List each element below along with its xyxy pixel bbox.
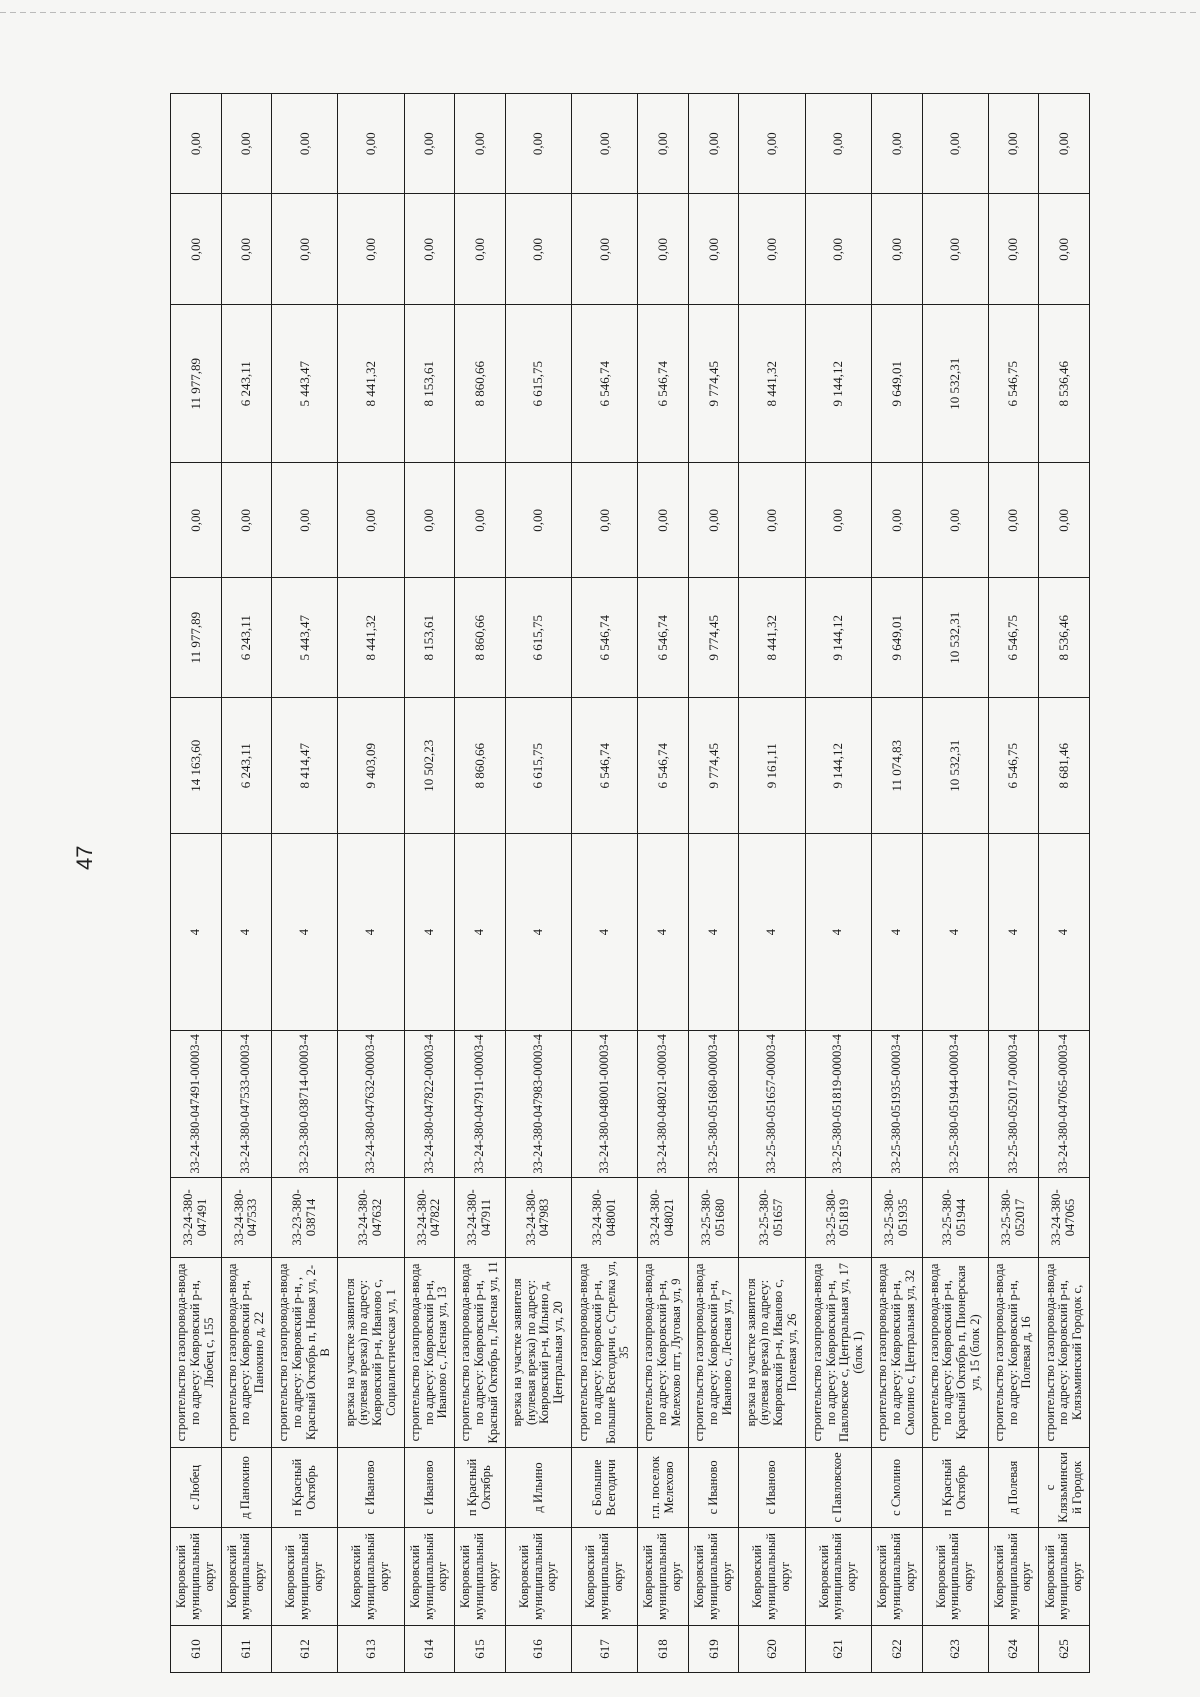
amount-cell-6: 0,00 bbox=[688, 94, 739, 194]
row-number-cell: 621 bbox=[805, 1626, 871, 1673]
municipality-cell: Ковровский муниципальный округ bbox=[221, 1527, 272, 1625]
amount-cell-2: 8 153,61 bbox=[404, 578, 455, 697]
amount-cell-2: 8 536,46 bbox=[1039, 578, 1090, 697]
registration-number-cell: 33-25-380-051680-00003-4 bbox=[688, 1030, 739, 1177]
amount-cell-1: 8 860,66 bbox=[455, 697, 506, 834]
category-cell: 4 bbox=[404, 834, 455, 1030]
municipality-cell: Ковровский муниципальный округ bbox=[338, 1527, 404, 1625]
table-row bbox=[739, 94, 805, 1673]
municipality-cell: Ковровский муниципальный округ bbox=[739, 1527, 805, 1625]
amount-cell-4: 8 441,32 bbox=[739, 305, 805, 463]
amount-cell-4: 8 153,61 bbox=[404, 305, 455, 463]
amount-cell-2: 9 649,01 bbox=[871, 578, 922, 697]
amount-cell-2: 8 441,32 bbox=[338, 578, 404, 697]
amount-cell-2: 6 546,74 bbox=[638, 578, 689, 697]
scan-edge-line bbox=[0, 12, 1200, 13]
amount-cell-4: 11 977,89 bbox=[171, 305, 222, 463]
table-row bbox=[638, 94, 689, 1673]
amount-cell-2: 10 532,31 bbox=[922, 578, 988, 697]
amount-cell-4: 8 536,46 bbox=[1039, 305, 1090, 463]
amount-cell-4: 6 243,11 bbox=[221, 305, 272, 463]
amount-cell-5: 0,00 bbox=[922, 194, 988, 305]
table-row bbox=[338, 94, 404, 1673]
amount-cell-6: 0,00 bbox=[871, 94, 922, 194]
amount-cell-3: 0,00 bbox=[922, 463, 988, 578]
municipality-cell: Ковровский муниципальный округ bbox=[871, 1527, 922, 1625]
amount-cell-1: 8 414,47 bbox=[272, 697, 338, 834]
category-cell: 4 bbox=[572, 834, 638, 1030]
amount-cell-1: 14 163,60 bbox=[171, 697, 222, 834]
category-cell: 4 bbox=[338, 834, 404, 1030]
amount-cell-3: 0,00 bbox=[338, 463, 404, 578]
category-cell: 4 bbox=[1039, 834, 1090, 1030]
category-cell: 4 bbox=[688, 834, 739, 1030]
object-code-cell: 33-25-380-051819 bbox=[805, 1177, 871, 1257]
amount-cell-6: 0,00 bbox=[221, 94, 272, 194]
amount-cell-5: 0,00 bbox=[455, 194, 506, 305]
municipality-cell: Ковровский муниципальный округ bbox=[455, 1527, 506, 1625]
registration-number-cell: 33-25-380-051657-00003-4 bbox=[739, 1030, 805, 1177]
work-description-cell: строительство газопровода-ввода по адресу: Ковровский р-н, Клязьминский Городок с, bbox=[1039, 1258, 1090, 1448]
amount-cell-1: 10 532,31 bbox=[922, 697, 988, 834]
registration-number-cell: 33-25-380-052017-00003-4 bbox=[988, 1030, 1039, 1177]
amount-cell-2: 9 774,45 bbox=[688, 578, 739, 697]
category-cell: 4 bbox=[638, 834, 689, 1030]
amount-cell-3: 0,00 bbox=[221, 463, 272, 578]
registration-number-cell: 33-24-380-047983-00003-4 bbox=[505, 1030, 571, 1177]
amount-cell-3: 0,00 bbox=[404, 463, 455, 578]
table-row bbox=[505, 94, 571, 1673]
table-row bbox=[221, 94, 272, 1673]
amount-cell-5: 0,00 bbox=[739, 194, 805, 305]
municipality-cell: Ковровский муниципальный округ bbox=[688, 1527, 739, 1625]
category-cell: 4 bbox=[871, 834, 922, 1030]
object-code-cell: 33-24-380-048021 bbox=[638, 1177, 689, 1257]
object-code-cell: 33-25-380-051944 bbox=[922, 1177, 988, 1257]
settlement-cell: с Иваново bbox=[688, 1447, 739, 1527]
settlement-cell: д Ильино bbox=[505, 1447, 571, 1527]
amount-cell-6: 0,00 bbox=[338, 94, 404, 194]
amount-cell-2: 9 144,12 bbox=[805, 578, 871, 697]
work-description-cell: строительство газопровода-ввода по адресу: Ковровский р-н, Смолино с, Центральная ул, 32 bbox=[871, 1258, 922, 1448]
registration-number-cell: 33-24-380-048001-00003-4 bbox=[572, 1030, 638, 1177]
amount-cell-2: 6 243,11 bbox=[221, 578, 272, 697]
amount-cell-6: 0,00 bbox=[988, 94, 1039, 194]
row-number-cell: 616 bbox=[505, 1626, 571, 1673]
municipality-cell: Ковровский муниципальный округ bbox=[404, 1527, 455, 1625]
amount-cell-3: 0,00 bbox=[688, 463, 739, 578]
work-description-cell: врезка на участке заявителя (нулевая врезка) по адресу: Ковровский р-н, Иваново с, Социалистическая ул, 1 bbox=[338, 1258, 404, 1448]
amount-cell-4: 9 649,01 bbox=[871, 305, 922, 463]
category-cell: 4 bbox=[171, 834, 222, 1030]
table-row bbox=[922, 94, 988, 1673]
category-cell: 4 bbox=[988, 834, 1039, 1030]
object-code-cell: 33-24-380-047911 bbox=[455, 1177, 506, 1257]
row-number-cell: 613 bbox=[338, 1626, 404, 1673]
table-row bbox=[404, 94, 455, 1673]
municipality-cell: Ковровский муниципальный округ bbox=[638, 1527, 689, 1625]
work-description-cell: строительство газопровода-ввода по адресу: Ковровский р-н, Любец с, 155 bbox=[171, 1258, 222, 1448]
amount-cell-6: 0,00 bbox=[805, 94, 871, 194]
amount-cell-6: 0,00 bbox=[638, 94, 689, 194]
amount-cell-1: 10 502,23 bbox=[404, 697, 455, 834]
row-number-cell: 620 bbox=[739, 1626, 805, 1673]
amount-cell-2: 8 860,66 bbox=[455, 578, 506, 697]
table-row bbox=[455, 94, 506, 1673]
category-cell: 4 bbox=[455, 834, 506, 1030]
registration-number-cell: 33-25-380-051935-00003-4 bbox=[871, 1030, 922, 1177]
settlement-cell: с Павловское bbox=[805, 1447, 871, 1527]
registration-number-cell: 33-24-380-047632-00003-4 bbox=[338, 1030, 404, 1177]
municipality-cell: Ковровский муниципальный округ bbox=[505, 1527, 571, 1625]
page-number: 47 bbox=[72, 845, 97, 870]
work-description-cell: строительство газопровода-ввода по адресу: Ковровский р-н, Павловское с, Центральная ул, 17 (блок 1) bbox=[805, 1258, 871, 1448]
amount-cell-2: 6 615,75 bbox=[505, 578, 571, 697]
row-number-cell: 614 bbox=[404, 1626, 455, 1673]
row-number-cell: 618 bbox=[638, 1626, 689, 1673]
settlement-cell: п Красный Октябрь bbox=[272, 1447, 338, 1527]
amount-cell-4: 9 144,12 bbox=[805, 305, 871, 463]
settlement-cell: с Иваново bbox=[739, 1447, 805, 1527]
table-body bbox=[171, 94, 1090, 1673]
amount-cell-6: 0,00 bbox=[1039, 94, 1090, 194]
settlement-cell: п Красный Октябрь bbox=[455, 1447, 506, 1527]
amount-cell-5: 0,00 bbox=[871, 194, 922, 305]
settlement-cell: с Большие Всегодичи bbox=[572, 1447, 638, 1527]
row-number-cell: 625 bbox=[1039, 1626, 1090, 1673]
registration-number-cell: 33-24-380-047065-00003-4 bbox=[1039, 1030, 1090, 1177]
category-cell: 4 bbox=[272, 834, 338, 1030]
amount-cell-1: 9 144,12 bbox=[805, 697, 871, 834]
municipality-cell: Ковровский муниципальный округ bbox=[1039, 1527, 1090, 1625]
amount-cell-5: 0,00 bbox=[572, 194, 638, 305]
amount-cell-3: 0,00 bbox=[988, 463, 1039, 578]
municipality-cell: Ковровский муниципальный округ bbox=[988, 1527, 1039, 1625]
work-description-cell: строительство газопровода-ввода по адресу: Ковровский р-н, Красный Октябрь п, Пионерская ул, 15 (блок 2) bbox=[922, 1258, 988, 1448]
object-code-cell: 33-24-380-048001 bbox=[572, 1177, 638, 1257]
amount-cell-3: 0,00 bbox=[1039, 463, 1090, 578]
amount-cell-6: 0,00 bbox=[739, 94, 805, 194]
table-row bbox=[988, 94, 1039, 1673]
work-description-cell: строительство газопровода-ввода по адресу: Ковровский р-н, Мелехово пгт, Луговая ул, 9 bbox=[638, 1258, 689, 1448]
category-cell: 4 bbox=[739, 834, 805, 1030]
municipality-cell: Ковровский муниципальный округ bbox=[272, 1527, 338, 1625]
settlement-cell: д Панокино bbox=[221, 1447, 272, 1527]
object-code-cell: 33-24-380-047632 bbox=[338, 1177, 404, 1257]
amount-cell-4: 6 546,74 bbox=[638, 305, 689, 463]
registration-number-cell: 33-25-380-051944-00003-4 bbox=[922, 1030, 988, 1177]
amount-cell-1: 6 546,74 bbox=[638, 697, 689, 834]
amount-cell-4: 6 615,75 bbox=[505, 305, 571, 463]
settlement-cell: с Смолино bbox=[871, 1447, 922, 1527]
amount-cell-4: 8 860,66 bbox=[455, 305, 506, 463]
amount-cell-1: 6 615,75 bbox=[505, 697, 571, 834]
amount-cell-5: 0,00 bbox=[171, 194, 222, 305]
amount-cell-2: 8 441,32 bbox=[739, 578, 805, 697]
amount-cell-1: 9 161,11 bbox=[739, 697, 805, 834]
amount-cell-6: 0,00 bbox=[272, 94, 338, 194]
row-number-cell: 617 bbox=[572, 1626, 638, 1673]
object-code-cell: 33-24-380-047065 bbox=[1039, 1177, 1090, 1257]
amount-cell-2: 11 977,89 bbox=[171, 578, 222, 697]
amount-cell-2: 5 443,47 bbox=[272, 578, 338, 697]
work-description-cell: строительство газопровода-ввода по адресу: Ковровский р-н, Панокино д, 22 bbox=[221, 1258, 272, 1448]
amount-cell-3: 0,00 bbox=[739, 463, 805, 578]
category-cell: 4 bbox=[505, 834, 571, 1030]
amount-cell-2: 6 546,74 bbox=[572, 578, 638, 697]
amount-cell-3: 0,00 bbox=[272, 463, 338, 578]
work-description-cell: строительство газопровода-ввода по адресу: Ковровский р-н, , Красный Октябрь п, Новая ул, 2-В bbox=[272, 1258, 338, 1448]
registration-number-cell: 33-24-380-047822-00003-4 bbox=[404, 1030, 455, 1177]
object-code-cell: 33-25-380-052017 bbox=[988, 1177, 1039, 1257]
amount-cell-5: 0,00 bbox=[988, 194, 1039, 305]
row-number-cell: 611 bbox=[221, 1626, 272, 1673]
amount-cell-5: 0,00 bbox=[272, 194, 338, 305]
table-row bbox=[688, 94, 739, 1673]
table-row bbox=[272, 94, 338, 1673]
amount-cell-5: 0,00 bbox=[221, 194, 272, 305]
category-cell: 4 bbox=[221, 834, 272, 1030]
work-description-cell: врезка на участке заявителя (нулевая врезка) по адресу: Ковровский р-н, Ильино д, Центральная ул, 20 bbox=[505, 1258, 571, 1448]
table-row bbox=[871, 94, 922, 1673]
amount-cell-6: 0,00 bbox=[572, 94, 638, 194]
registration-number-cell: 33-24-380-047491-00003-4 bbox=[171, 1030, 222, 1177]
municipality-cell: Ковровский муниципальный округ bbox=[922, 1527, 988, 1625]
amount-cell-2: 6 546,75 bbox=[988, 578, 1039, 697]
row-number-cell: 610 bbox=[171, 1626, 222, 1673]
amount-cell-5: 0,00 bbox=[638, 194, 689, 305]
amount-cell-1: 6 546,74 bbox=[572, 697, 638, 834]
amount-cell-5: 0,00 bbox=[688, 194, 739, 305]
settlement-cell: д Полевая bbox=[988, 1447, 1039, 1527]
amount-cell-3: 0,00 bbox=[171, 463, 222, 578]
amount-cell-1: 9 774,45 bbox=[688, 697, 739, 834]
settlement-cell: п Красный Октябрь bbox=[922, 1447, 988, 1527]
work-description-cell: строительство газопровода-ввода по адресу: Ковровский р-н, Иваново с, Лесная ул, 13 bbox=[404, 1258, 455, 1448]
settlement-cell: с Иваново bbox=[338, 1447, 404, 1527]
object-code-cell: 33-24-380-047533 bbox=[221, 1177, 272, 1257]
amount-cell-3: 0,00 bbox=[572, 463, 638, 578]
amount-cell-1: 9 403,09 bbox=[338, 697, 404, 834]
amount-cell-4: 8 441,32 bbox=[338, 305, 404, 463]
row-number-cell: 623 bbox=[922, 1626, 988, 1673]
settlement-cell: г.п. поселок Мелехово bbox=[638, 1447, 689, 1527]
object-code-cell: 33-25-380-051657 bbox=[739, 1177, 805, 1257]
amount-cell-5: 0,00 bbox=[404, 194, 455, 305]
amount-cell-4: 5 443,47 bbox=[272, 305, 338, 463]
amount-cell-5: 0,00 bbox=[338, 194, 404, 305]
amount-cell-4: 6 546,75 bbox=[988, 305, 1039, 463]
amount-cell-5: 0,00 bbox=[1039, 194, 1090, 305]
amount-cell-6: 0,00 bbox=[922, 94, 988, 194]
rotated-table-container bbox=[170, 93, 1090, 1673]
amount-cell-3: 0,00 bbox=[505, 463, 571, 578]
work-description-cell: строительство газопровода-ввода по адресу: Ковровский р-н, Иваново с, Лесная ул, 7 bbox=[688, 1258, 739, 1448]
row-number-cell: 622 bbox=[871, 1626, 922, 1673]
row-number-cell: 612 bbox=[272, 1626, 338, 1673]
object-code-cell: 33-24-380-047983 bbox=[505, 1177, 571, 1257]
object-code-cell: 33-23-380-038714 bbox=[272, 1177, 338, 1257]
row-number-cell: 624 bbox=[988, 1626, 1039, 1673]
registration-number-cell: 33-24-380-047911-00003-4 bbox=[455, 1030, 506, 1177]
work-description-cell: строительство газопровода-ввода по адресу: Ковровский р-н, Красный Октябрь п, Лесная ул, 11 bbox=[455, 1258, 506, 1448]
row-number-cell: 615 bbox=[455, 1626, 506, 1673]
work-description-cell: строительство газопровода-ввода по адресу: Ковровский р-н, Полевая д, 16 bbox=[988, 1258, 1039, 1448]
table-row bbox=[572, 94, 638, 1673]
amount-cell-6: 0,00 bbox=[404, 94, 455, 194]
amount-cell-6: 0,00 bbox=[171, 94, 222, 194]
amount-cell-4: 6 546,74 bbox=[572, 305, 638, 463]
amount-cell-1: 8 681,46 bbox=[1039, 697, 1090, 834]
amount-cell-3: 0,00 bbox=[871, 463, 922, 578]
object-code-cell: 33-25-380-051680 bbox=[688, 1177, 739, 1257]
object-code-cell: 33-25-380-051935 bbox=[871, 1177, 922, 1257]
table-row bbox=[1039, 94, 1090, 1673]
amount-cell-1: 11 074,83 bbox=[871, 697, 922, 834]
table-row bbox=[171, 94, 222, 1673]
amount-cell-6: 0,00 bbox=[505, 94, 571, 194]
amount-cell-3: 0,00 bbox=[455, 463, 506, 578]
work-description-cell: строительство газопровода-ввода по адресу: Ковровский р-н, Большие Всегодичи с, Стрелка ул, 35 bbox=[572, 1258, 638, 1448]
category-cell: 4 bbox=[922, 834, 988, 1030]
amount-cell-6: 0,00 bbox=[455, 94, 506, 194]
registration-number-cell: 33-23-380-038714-00003-4 bbox=[272, 1030, 338, 1177]
municipality-cell: Ковровский муниципальный округ bbox=[572, 1527, 638, 1625]
municipality-cell: Ковровский муниципальный округ bbox=[171, 1527, 222, 1625]
table-row bbox=[805, 94, 871, 1673]
registration-number-cell: 33-24-380-047533-00003-4 bbox=[221, 1030, 272, 1177]
registration-number-cell: 33-25-380-051819-00003-4 bbox=[805, 1030, 871, 1177]
category-cell: 4 bbox=[805, 834, 871, 1030]
register-table bbox=[170, 93, 1090, 1673]
settlement-cell: с Иваново bbox=[404, 1447, 455, 1527]
object-code-cell: 33-24-380-047491 bbox=[171, 1177, 222, 1257]
amount-cell-5: 0,00 bbox=[805, 194, 871, 305]
amount-cell-4: 10 532,31 bbox=[922, 305, 988, 463]
amount-cell-4: 9 774,45 bbox=[688, 305, 739, 463]
row-number-cell: 619 bbox=[688, 1626, 739, 1673]
work-description-cell: врезка на участке заявителя (нулевая врезка) по адресу: Ковровский р-н, Иваново с, Полевая ул, 26 bbox=[739, 1258, 805, 1448]
amount-cell-3: 0,00 bbox=[805, 463, 871, 578]
settlement-cell: с Любец bbox=[171, 1447, 222, 1527]
amount-cell-3: 0,00 bbox=[638, 463, 689, 578]
amount-cell-1: 6 546,75 bbox=[988, 697, 1039, 834]
object-code-cell: 33-24-380-047822 bbox=[404, 1177, 455, 1257]
amount-cell-5: 0,00 bbox=[505, 194, 571, 305]
registration-number-cell: 33-24-380-048021-00003-4 bbox=[638, 1030, 689, 1177]
municipality-cell: Ковровский муниципальный округ bbox=[805, 1527, 871, 1625]
settlement-cell: с Клязьминский Городок bbox=[1039, 1447, 1090, 1527]
amount-cell-1: 6 243,11 bbox=[221, 697, 272, 834]
